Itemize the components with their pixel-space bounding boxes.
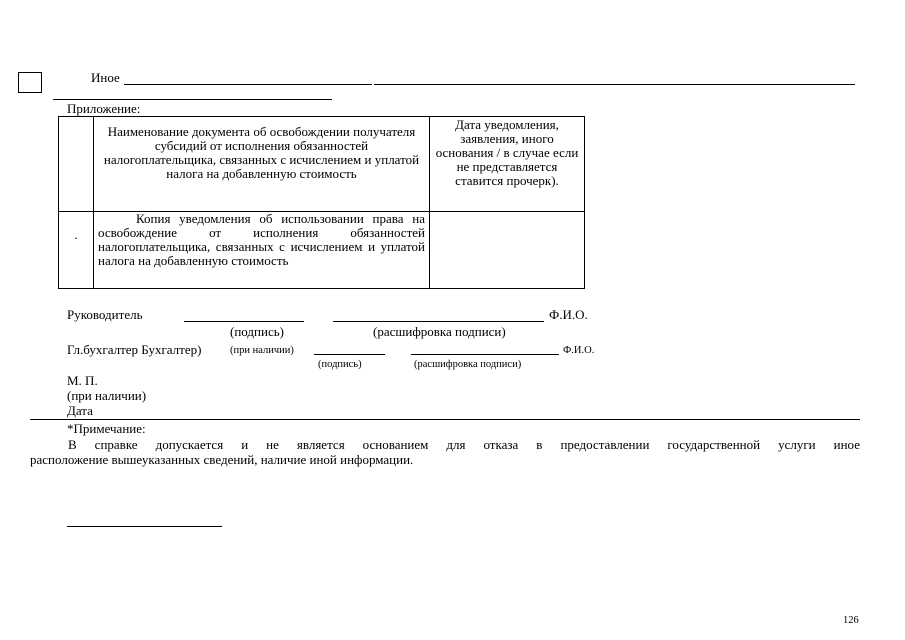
stamp-if-any: (при наличии) (67, 388, 147, 403)
accountant-fio: Ф.И.О. (563, 345, 595, 356)
accountant-label: Гл.бухгалтер Бухгалтер) (67, 342, 202, 357)
accountant-decode-caption: (расшифровка подписи) (414, 359, 522, 370)
footnote-separator (67, 526, 222, 527)
table-row (59, 212, 585, 289)
accountant-signature-line[interactable] (314, 354, 385, 355)
page-number: 126 (843, 615, 859, 626)
head-decode-line[interactable] (333, 321, 544, 322)
row-name: Копия уведомления об использовании права на освобождение от исполнения обязанностей налогоплательщика, связанных с исчислением и уплатой налога на добавленную стоимость (98, 211, 425, 268)
note-line-2: расположение вышеуказанных сведений, наличие иной информации. (30, 452, 414, 467)
row-num: . (74, 227, 78, 242)
header-name-cell (94, 117, 430, 212)
stamp-label: М. П. (67, 373, 98, 388)
accountant-decode-line[interactable] (411, 354, 559, 355)
other-checkbox[interactable] (18, 72, 42, 93)
head-fio: Ф.И.О. (549, 307, 588, 322)
attachment-title: Приложение: (67, 101, 141, 116)
row-date-cell[interactable] (430, 212, 585, 289)
note-text (30, 437, 860, 467)
table-header-row (59, 117, 585, 212)
note-title: *Примечание: (67, 421, 146, 436)
head-decode-caption: (расшифровка подписи) (373, 324, 506, 339)
row-num-cell (59, 212, 94, 289)
head-signature-line[interactable] (184, 321, 304, 322)
other-input-line-1[interactable] (124, 84, 372, 85)
head-signature-caption: (подпись) (230, 324, 284, 339)
other-input-line-3[interactable] (53, 99, 332, 100)
row-name-cell (94, 212, 430, 289)
section-divider (30, 419, 860, 420)
head-label: Руководитель (67, 307, 143, 322)
header-date: Дата уведомления, заявления, иного основания / в случае если не представляется ставится прочерк). (435, 117, 579, 188)
attachment-table (58, 116, 585, 289)
other-input-line-2[interactable] (374, 84, 855, 85)
header-name: Наименование документа об освобождении получателя субсидий от исполнения обязанностей налогоплательщика, связанных с исчислением и уплатой налога на добавленную стоимость (103, 124, 420, 181)
header-date-cell (430, 117, 585, 212)
other-label: Иное (91, 70, 120, 85)
note-line-1: В справке допускается и не является основанием для отказа в предоставлении государственной услуги иное (68, 437, 860, 452)
header-num-cell (59, 117, 94, 212)
accountant-signature-caption: (подпись) (318, 359, 362, 370)
accountant-if-any: (при наличии) (230, 345, 294, 356)
date-label: Дата (67, 403, 93, 418)
